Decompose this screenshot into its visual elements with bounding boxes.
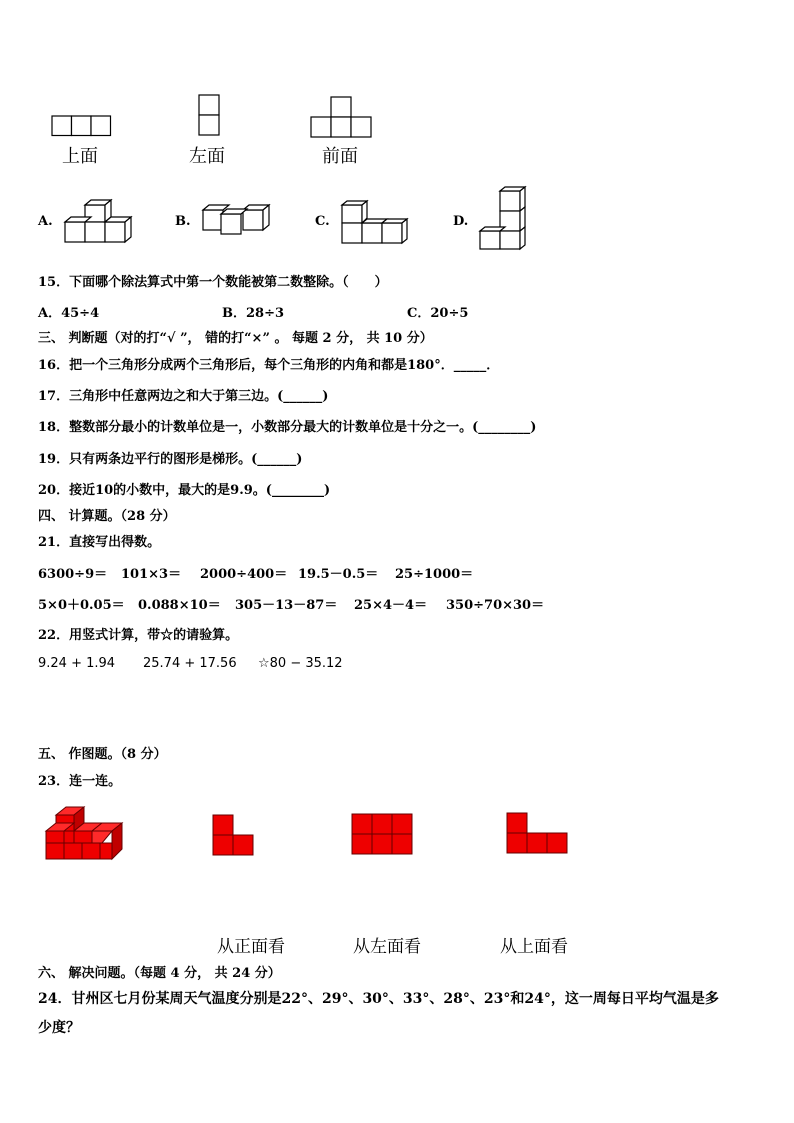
option-c-label: C. xyxy=(315,214,330,229)
vertical-calc-item: ☆80 − 35.12 xyxy=(258,656,343,671)
q15-option-b: B．28÷3 xyxy=(222,306,285,321)
question-18: 18．整数部分最小的计数单位是一，小数部分最大的计数单位是十分之一。(________) xyxy=(38,420,537,435)
top-view-figure xyxy=(52,116,112,136)
question-21: 21．直接写出得数。 xyxy=(38,535,161,550)
calc-item: 2000÷400＝ xyxy=(200,567,288,582)
question-20: 20．接近10的小数中，最大的是9.9。(________) xyxy=(38,483,331,498)
option-a-label: A. xyxy=(38,214,53,229)
q15-option-a: A．45÷4 xyxy=(38,306,100,321)
question-22: 22．用竖式计算，带☆的请验算。 xyxy=(38,628,239,643)
view-shape-3 xyxy=(507,813,569,855)
front-view-figure xyxy=(311,97,373,139)
q15-option-c: C．20÷5 xyxy=(407,306,469,321)
calc-item: 6300÷9＝ xyxy=(38,567,108,582)
option-d-figure xyxy=(480,186,530,252)
left-view-label: 左面 xyxy=(189,146,225,167)
question-15: 15．下面哪个除法算式中第一个数能被第二数整除。（ ） xyxy=(38,275,388,290)
question-24-line2: 少度？ xyxy=(38,1020,80,1036)
left-view-figure xyxy=(199,95,221,137)
option-c-figure xyxy=(342,200,412,246)
vertical-calc-item: 25.74 + 17.56 xyxy=(143,656,237,671)
label-front-view: 从正面看 xyxy=(217,937,285,957)
calc-item: 25×4－4＝ xyxy=(354,598,428,613)
question-17: 17．三角形中任意两边之和大于第三边。(______) xyxy=(38,389,329,404)
label-left-view: 从左面看 xyxy=(353,937,421,957)
section-6-heading: 六、 解决问题。（每题 4 分， 共 24 分） xyxy=(38,966,281,981)
option-d-label: D. xyxy=(453,214,469,229)
option-b-label: B. xyxy=(175,214,191,229)
calc-item: 5×0＋0.05＝ xyxy=(38,598,125,613)
option-a-figure xyxy=(65,198,135,246)
calc-item: 350÷70×30＝ xyxy=(446,598,545,613)
section-3-heading: 三、 判断题（对的打“√ ”， 错的打“×” 。 每题 2 分， 共 10 分） xyxy=(38,331,433,346)
vertical-calc-item: 9.24 + 1.94 xyxy=(38,656,116,671)
label-top-view: 从上面看 xyxy=(500,937,568,957)
option-b-figure xyxy=(203,204,273,236)
calc-item: 19.5－0.5＝ xyxy=(298,567,379,582)
view-shape-2 xyxy=(352,814,414,856)
question-24-line1: 24．甘州区七月份某周天气温度分别是22°、29°、30°、33°、28°、23°和24°，这一周每日平均气温是多 xyxy=(38,991,719,1007)
question-23: 23．连一连。 xyxy=(38,774,122,789)
section-5-heading: 五、 作图题。（8 分） xyxy=(38,747,167,762)
view-shape-1 xyxy=(213,815,255,857)
top-view-label: 上面 xyxy=(62,146,98,167)
question-19: 19．只有两条边平行的图形是梯形。(______) xyxy=(38,452,303,467)
question-16: 16．把一个三角形分成两个三角形后，每个三角形的内角和都是180°．_____． xyxy=(38,358,500,373)
calc-item: 0.088×10＝ xyxy=(138,598,221,613)
section-4-heading: 四、 计算题。（28 分） xyxy=(38,509,176,524)
calc-item: 25÷1000＝ xyxy=(395,567,474,582)
solid-figure xyxy=(46,803,128,861)
front-view-label: 前面 xyxy=(322,146,358,167)
calc-item: 305－13－87＝ xyxy=(235,598,338,613)
calc-item: 101×3＝ xyxy=(121,567,182,582)
